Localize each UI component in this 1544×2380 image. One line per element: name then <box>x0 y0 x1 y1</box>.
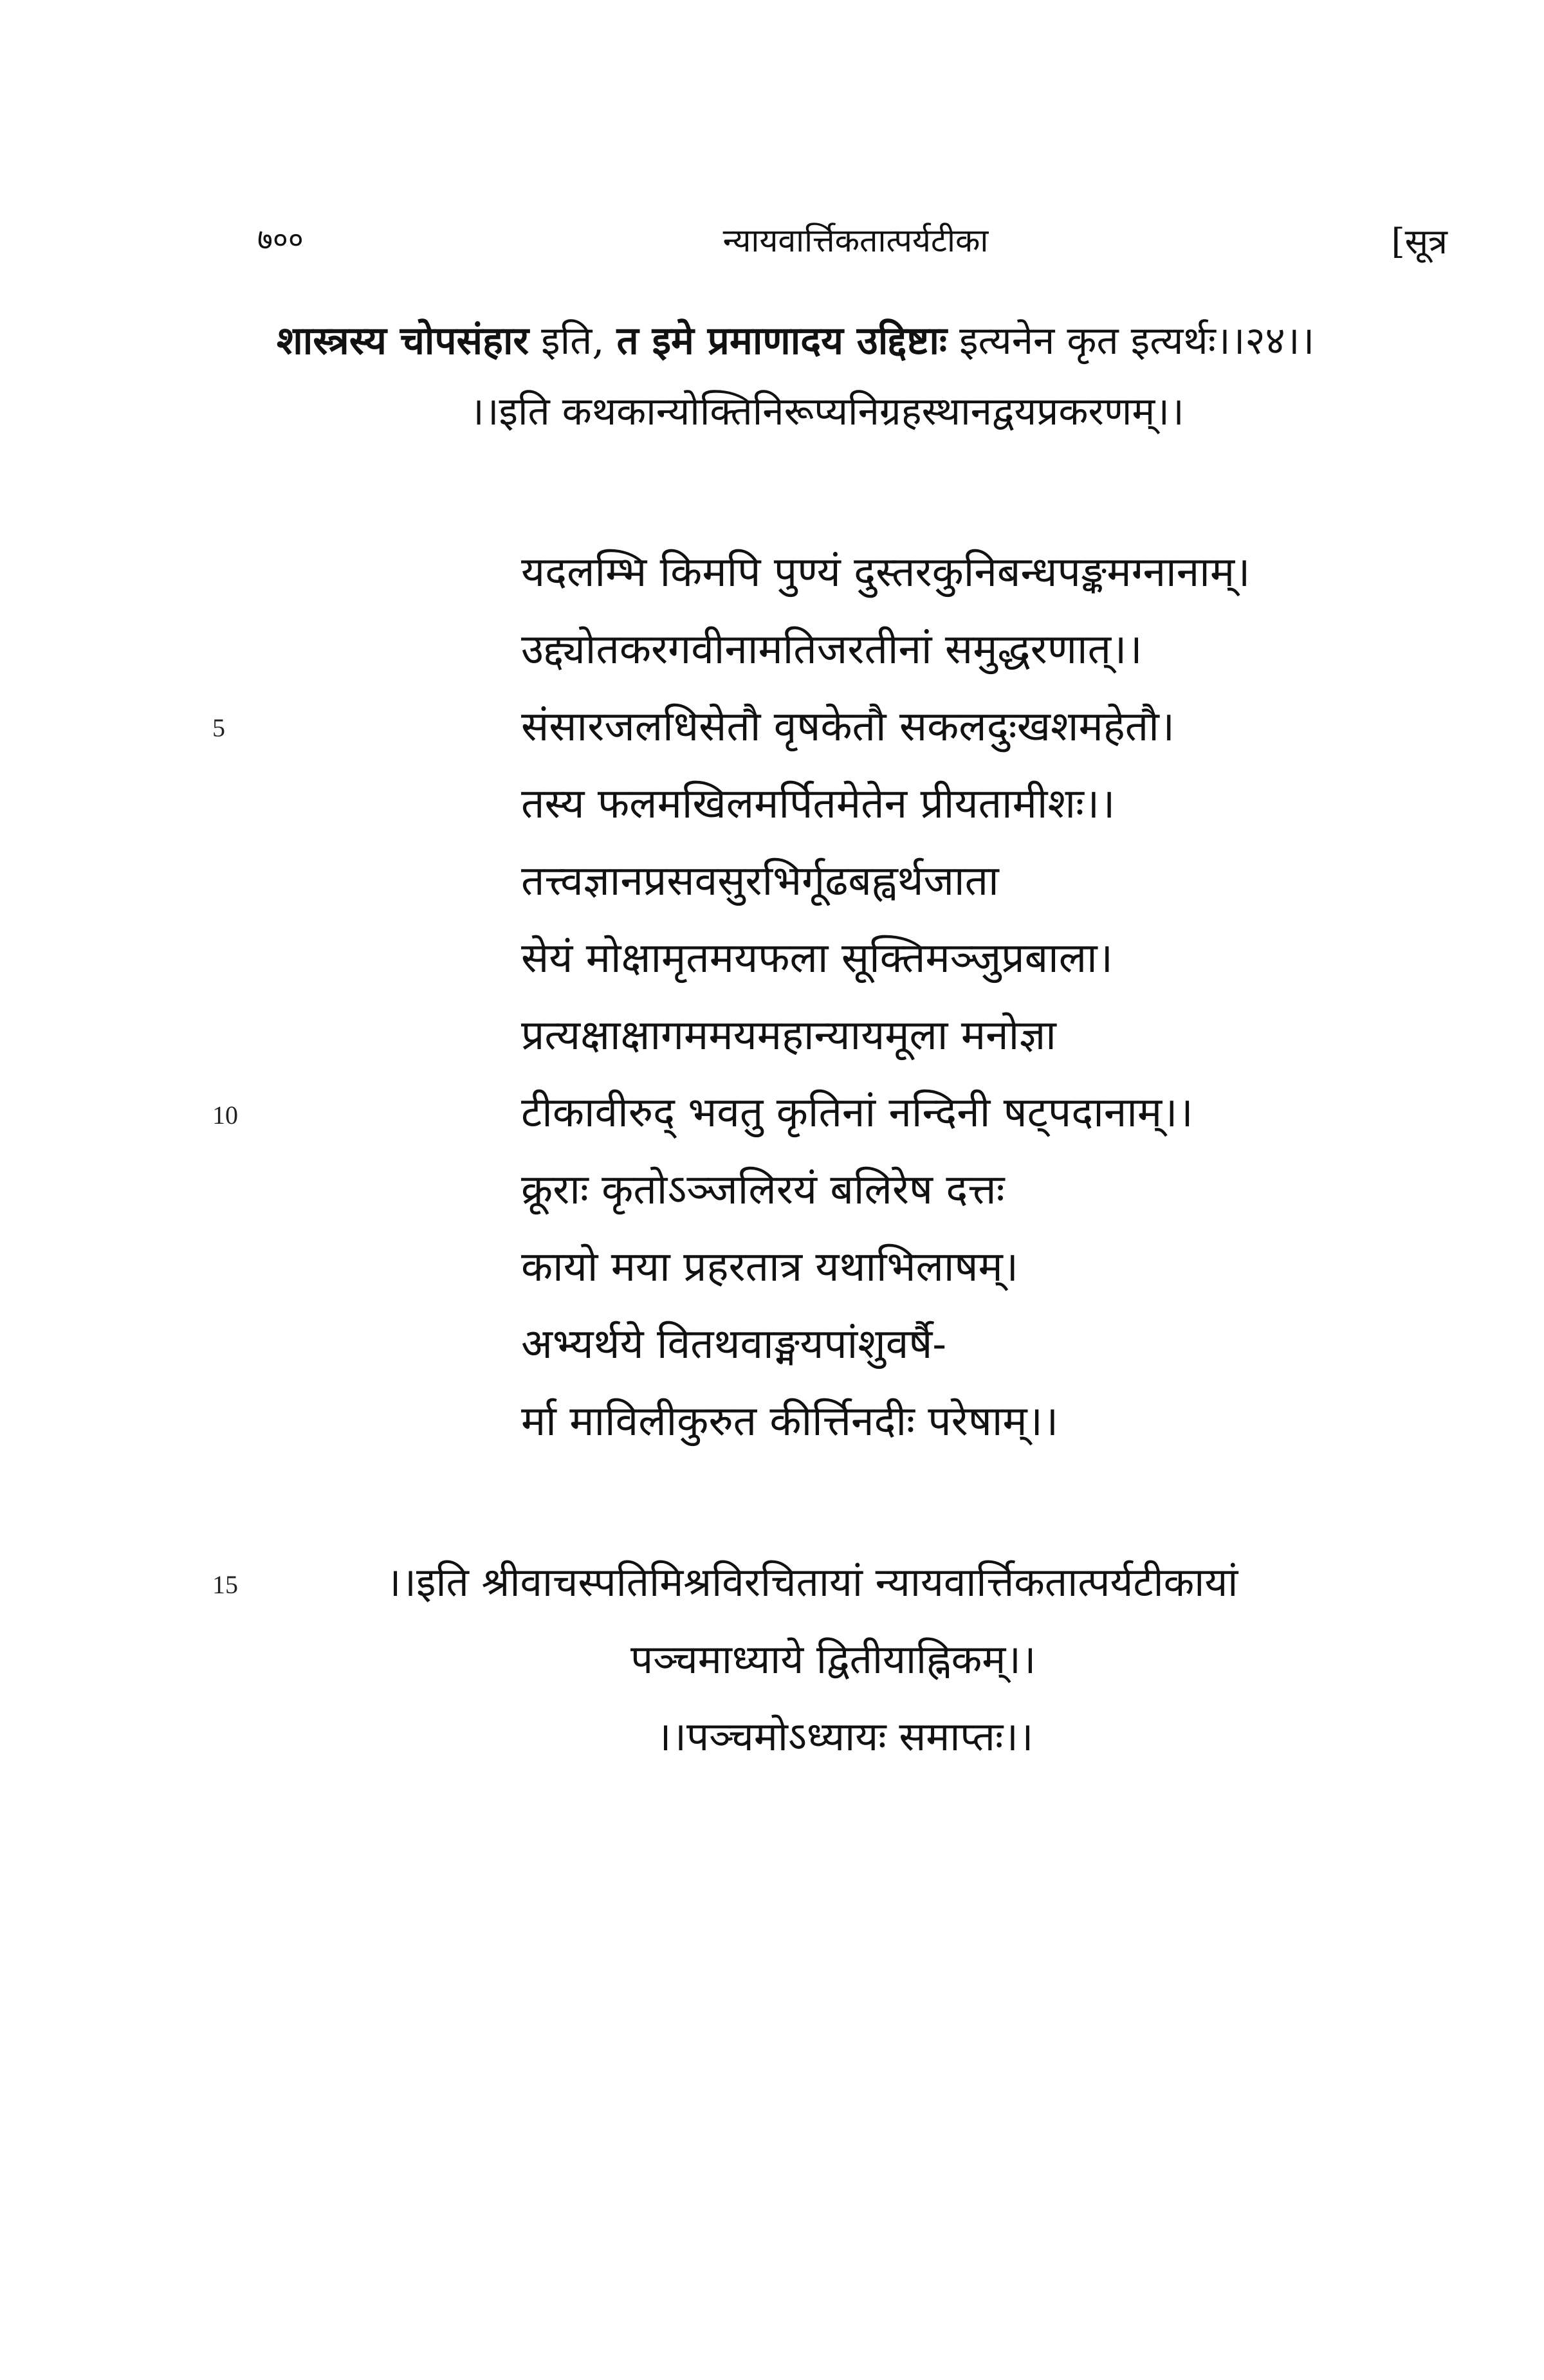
final-colophon-line: ।।पञ्चमोऽध्यायः समाप्तः।। <box>656 1713 1034 1760</box>
verse-line: कायो मया प्रहरतात्र यथाभिलाषम्। <box>521 1243 1019 1291</box>
page-header <box>251 212 1460 270</box>
running-title: न्यायवार्त्तिकतात्पर्यटीका <box>722 222 989 259</box>
prakarana-colophon: ।।इति कथकान्योक्तिनिरूप्यनिग्रहस्थानद्वयप्रकरणम्।। <box>470 389 1184 434</box>
verse-line: क्रूराः कृतोऽञ्जलिरयं बलिरेष दत्तः <box>521 1166 1005 1214</box>
line-number: 5 <box>212 713 225 742</box>
prose-text: इत्यनेन कृत इत्यर्थः।।२४।। <box>947 318 1315 363</box>
section-marker: [सूत्र <box>1391 221 1448 262</box>
verse-line: तत्त्वज्ञानप्रसवसुरभिर्गूढबह्वर्थजाता <box>521 857 999 905</box>
verse-line: टीकावीरुद् भवतु कृतिनां नन्दिनी षट्पदानाम्।। <box>521 1089 1193 1137</box>
closing-prose-line <box>277 315 1314 367</box>
verse-line: अभ्यर्थये वितथवाङ्मयपांशुवर्षै- <box>521 1321 946 1368</box>
bold-phrase: त इमे प्रमाणादय उद्दिष्टाः <box>616 318 947 363</box>
verse-line: उद्द्योतकरगवीनामतिजरतीनां समुद्धरणात्।। <box>521 626 1143 673</box>
verse-line: प्रत्यक्षाक्षागममयमहान्यायमूला मनोज्ञा <box>521 1012 1056 1059</box>
final-colophon-line: पञ्चमाध्याये द्वितीयाह्निकम्।। <box>630 1636 1036 1683</box>
verse-line: र्मा माविलीकुरुत कीर्त्तिनदीः परेषाम्।। <box>521 1398 1059 1445</box>
verse-line: यदलम्भि किमपि पुण्यं दुस्तरकुनिबन्धपङ्कमग्नानाम्। <box>521 549 1251 596</box>
verse-line: तस्य फलमखिलमर्पितमेतेन प्रीयतामीशः।। <box>521 780 1116 828</box>
verse-line: संसारजलधिसेतौ वृषकेतौ सकलदुःखशमहेतौ। <box>521 703 1175 751</box>
line-number: 15 <box>212 1570 238 1599</box>
page-number: ७०० <box>257 222 304 257</box>
verse-line: सेयं मोक्षामृतमयफला सूक्तिमञ्जुप्रबाला। <box>521 935 1113 982</box>
prose-text: इति, <box>529 318 617 363</box>
final-colophon-line: ।।इति श्रीवाचस्पतिमिश्रविरचितायां न्यायवार्त्तिकतात्पर्यटीकायां <box>386 1559 1238 1606</box>
line-number: 10 <box>212 1101 238 1130</box>
bold-phrase: शास्त्रस्य चोपसंहार <box>277 318 529 363</box>
